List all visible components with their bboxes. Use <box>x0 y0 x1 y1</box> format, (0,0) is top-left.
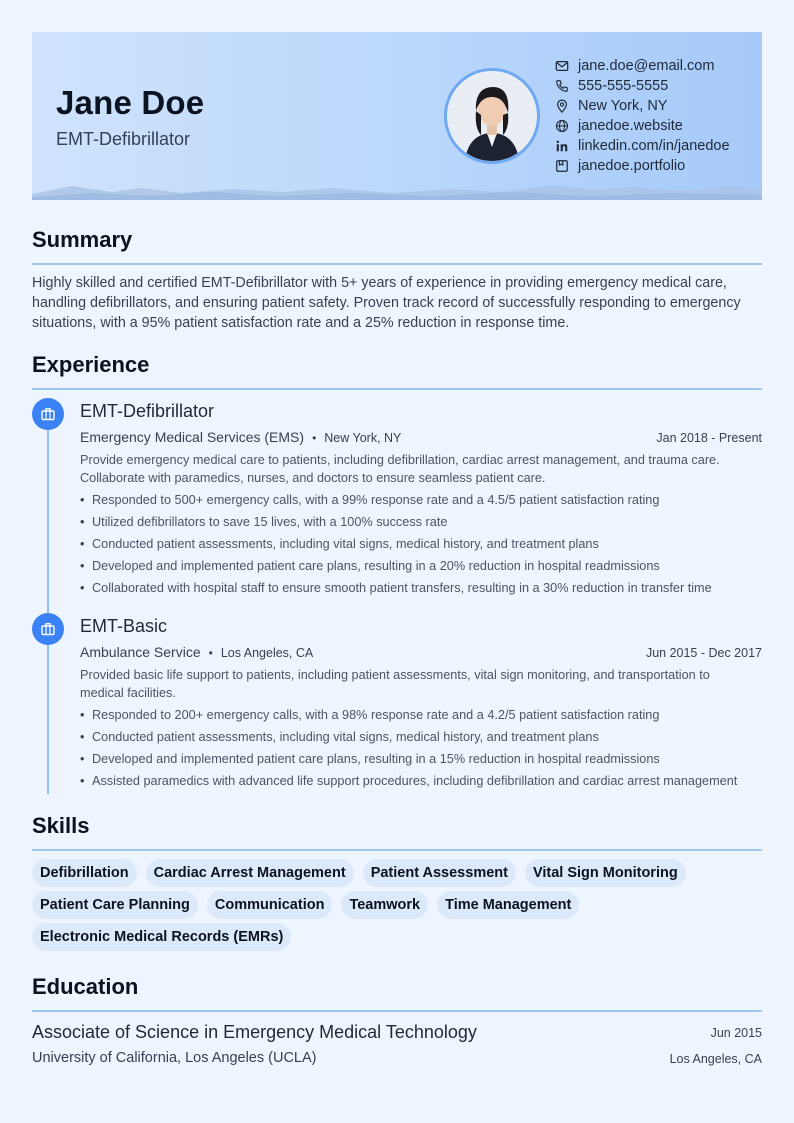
contact-website[interactable] <box>554 116 759 136</box>
mail-icon <box>554 58 570 74</box>
achievement-item: • Utilized defibrillators to save 15 lives, with a 100% success rate <box>80 511 760 533</box>
job-company-line <box>80 644 313 660</box>
phone-icon <box>554 78 570 94</box>
contact-linkedin[interactable] <box>554 136 759 156</box>
job-company: Emergency Medical Services (EMS) <box>80 429 305 445</box>
job-dates: Jun 2015 - Dec 2017 <box>645 646 762 660</box>
achievement-item: • Conducted patient assessments, including vital signs, medical history, and treatment plans <box>80 726 760 748</box>
education-divider <box>32 1010 762 1012</box>
job-title: EMT-Defibrillator <box>80 401 215 421</box>
job-achievements <box>80 489 760 599</box>
separator-dot: • <box>208 646 213 660</box>
contact-location <box>554 96 759 116</box>
briefcase-icon <box>32 613 64 645</box>
achievement-item: • Developed and implemented patient care plans, resulting in a 20% reduction in hospital readmissions <box>80 555 760 577</box>
resume-header <box>32 32 762 200</box>
skill-chip: Patient Assessment <box>363 859 516 887</box>
summary-divider <box>32 263 762 265</box>
contact-email[interactable] <box>554 56 759 76</box>
job-location: Los Angeles, CA <box>220 646 314 660</box>
contact-location-text: New York, NY <box>578 98 668 114</box>
job-company-line <box>80 429 401 445</box>
education-location: Los Angeles, CA <box>669 1052 762 1066</box>
achievement-item: • Responded to 500+ emergency calls, with a 99% response rate and a 4.5/5 patient satisfaction rating <box>80 489 760 511</box>
candidate-name: Jane Doe <box>56 84 205 121</box>
experience-divider <box>32 388 762 390</box>
summary-heading: Summary <box>32 227 133 252</box>
contact-portfolio-text: janedoe.portfolio <box>578 158 686 174</box>
profile-photo <box>444 68 540 164</box>
achievement-item: • Collaborated with hospital staff to ensure smooth patient transfers, resulting in a 30% reduction in transfer time <box>80 577 760 599</box>
portrait-image <box>447 71 537 161</box>
skill-chip: Patient Care Planning <box>32 891 198 919</box>
job-dates: Jan 2018 - Present <box>656 431 762 445</box>
skills-list <box>32 859 762 955</box>
contact-website-text: janedoe.website <box>578 118 683 134</box>
education-heading: Education <box>32 974 139 999</box>
achievement-item: • Assisted paramedics with advanced life support procedures, including defibrillation and cardiac arrest management <box>80 770 760 792</box>
education-date: Jun 2015 <box>710 1026 762 1040</box>
achievement-item: • Conducted patient assessments, including vital signs, medical history, and treatment plans <box>80 533 760 555</box>
job-description: Provide emergency medical care to patients, including defibrillation, cardiac arrest management, and trauma care. Collaborate with paramedics, nurses, and doctors to ensure seamless patient care. <box>80 453 720 485</box>
job-description: Provided basic life support to patients, including patient assessments, vital sign monitoring, and transportation to medical facilities. <box>80 668 710 700</box>
skill-chip: Vital Sign Monitoring <box>525 859 686 887</box>
contact-email-text: jane.doe@email.com <box>578 58 715 74</box>
skill-chip: Time Management <box>437 891 579 919</box>
job-company: Ambulance Service <box>80 644 201 660</box>
separator-dot: • <box>312 431 317 445</box>
job-achievements <box>80 704 760 792</box>
contact-linkedin-text: linkedin.com/in/janedoe <box>578 138 730 154</box>
job-location: New York, NY <box>324 431 402 445</box>
summary-text: Highly skilled and certified EMT-Defibrillator with 5+ years of experience in providing emergency medical care, handling defibrillators, and ensuring patient safety. Proven track record of successfully responding to emergency situations, with a 95% patient satisfaction rate and a 25% reduction in response time. <box>32 275 741 331</box>
briefcase-icon <box>32 398 64 430</box>
contact-list <box>554 56 759 176</box>
skill-chip: Electronic Medical Records (EMRs) <box>32 923 291 951</box>
skills-divider <box>32 849 762 851</box>
portfolio-icon <box>554 158 570 174</box>
education-degree: Associate of Science in Emergency Medical Technology <box>32 1022 477 1042</box>
header-wave-decoration <box>32 180 762 200</box>
skill-chip: Communication <box>207 891 333 919</box>
achievement-item: • Developed and implemented patient care plans, resulting in a 15% reduction in hospital readmissions <box>80 748 760 770</box>
contact-phone[interactable] <box>554 76 759 96</box>
job-title: EMT-Basic <box>80 616 168 636</box>
contact-phone-text: 555-555-5555 <box>578 78 669 94</box>
skill-chip: Cardiac Arrest Management <box>146 859 354 887</box>
contact-portfolio[interactable] <box>554 156 759 176</box>
experience-timeline <box>47 414 49 794</box>
linkedin-icon <box>554 138 570 154</box>
skill-chip: Defibrillation <box>32 859 137 887</box>
education-school: University of California, Los Angeles (UCLA) <box>32 1050 317 1066</box>
candidate-title: EMT-Defibrillator <box>56 129 191 149</box>
globe-icon <box>554 118 570 134</box>
achievement-item: • Responded to 200+ emergency calls, with a 98% response rate and a 4.2/5 patient satisfaction rating <box>80 704 760 726</box>
skills-heading: Skills <box>32 813 90 838</box>
location-pin-icon <box>554 98 570 114</box>
experience-heading: Experience <box>32 352 150 377</box>
skill-chip: Teamwork <box>341 891 428 919</box>
